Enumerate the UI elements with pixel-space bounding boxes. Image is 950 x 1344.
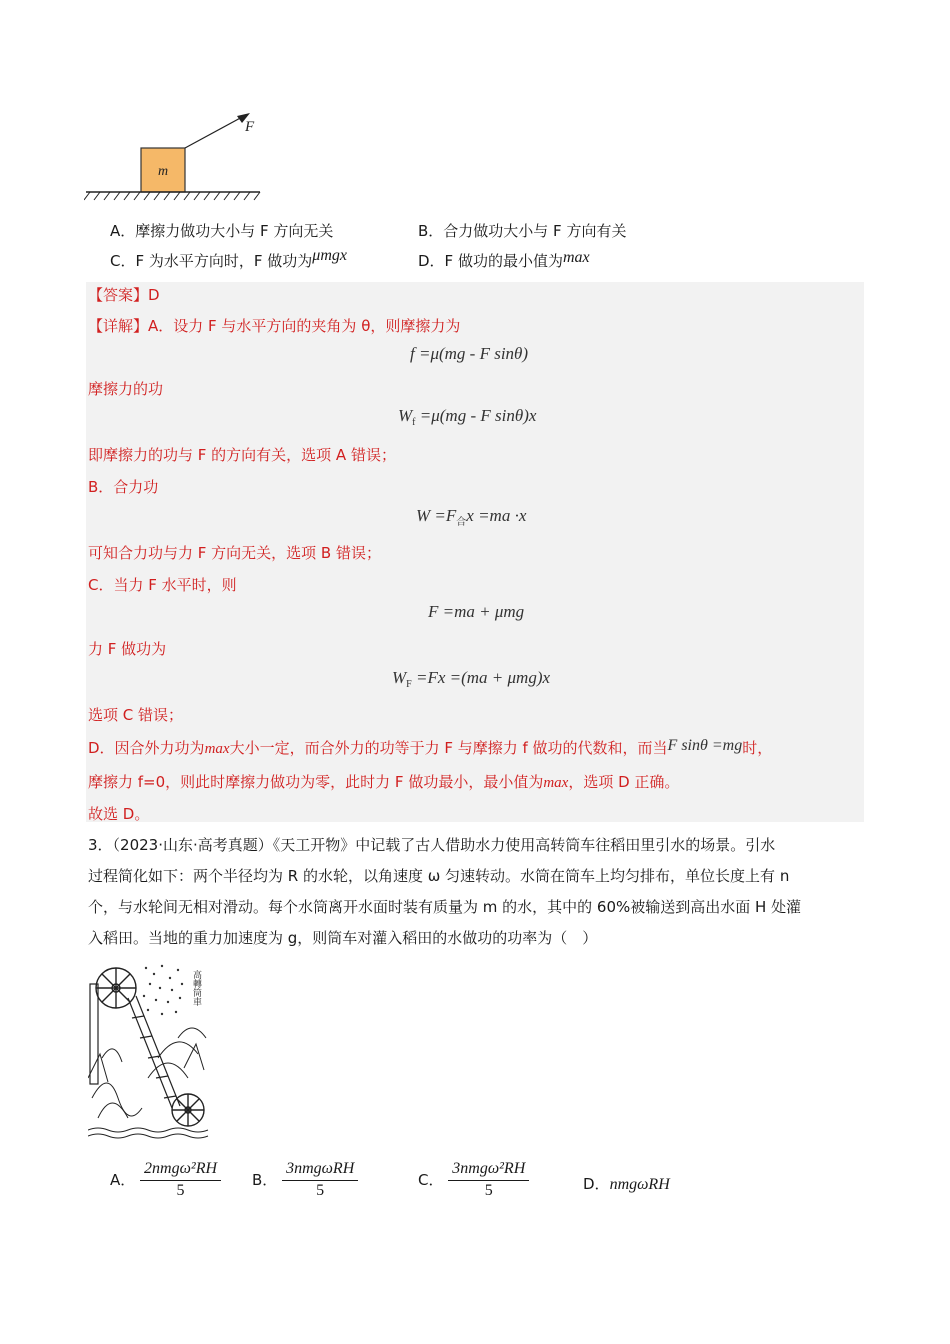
conclusion-a: 即摩擦力的功与 F 的方向有关，选项 A 错误； (88, 446, 396, 464)
lower-wheel (172, 1094, 204, 1126)
detail-a: 【详解】A．设力 F 与水平方向的夹角为 θ，则摩擦力为 (88, 317, 461, 335)
q3-option-a-fraction (140, 1158, 221, 1201)
q3-option-c-fraction (448, 1158, 529, 1201)
q2-option-b[interactable]: B．合力做功大小与 F 方向有关 (418, 222, 627, 240)
eq2-lhs: W (398, 406, 413, 425)
q2-option-d-text: D．F 做功的最小值为 (418, 252, 563, 270)
conclusion-c: 选项 C 错误； (88, 706, 184, 724)
illustration-caption: 高轉筒車 (191, 970, 201, 1006)
eq2-sub: f (412, 417, 416, 428)
d-line-1-text-c: 大小一定，而合外力的功等于力 F 与摩擦力 f 做功的代数和，而当 (229, 739, 668, 757)
equation-net-work (416, 506, 526, 528)
q3-option-b-denominator: 5 (316, 1182, 325, 1199)
block-label: m (158, 164, 169, 179)
ground-hatching (84, 192, 260, 200)
q3-option-c-numerator: 3nmgω²RH (448, 1158, 529, 1181)
equation-friction-work (398, 406, 536, 428)
d-line-2 (88, 771, 679, 792)
q2-option-c-math: μmgx (312, 247, 347, 264)
q3-option-b-numerator: 3nmgωRH (282, 1158, 358, 1181)
final-answer: 故选 D。 (88, 805, 150, 823)
conclusion-b: 可知合力功与力 F 方向无关，选项 B 错误； (88, 544, 381, 562)
q3-option-a-label: A． (110, 1171, 136, 1189)
q3-option-b-fraction (282, 1158, 358, 1201)
eq2-rhs: =μ(mg - F sinθ)x (415, 406, 537, 425)
equation-force: F =ma + μmg (428, 602, 525, 621)
q2-option-c[interactable] (110, 247, 347, 271)
q3-option-d-label: D． (583, 1175, 610, 1193)
d-line-1 (88, 737, 772, 758)
block-force-diagram (84, 108, 274, 208)
eq5-sub: F (406, 679, 412, 690)
d-line-1-math: F sinθ =mg (667, 737, 743, 754)
force-arrow-line (185, 116, 244, 148)
c-title: C．当力 F 水平时，则 (88, 576, 237, 594)
water-wheel-illustration (88, 958, 210, 1140)
q3-option-d[interactable] (583, 1173, 670, 1194)
equation-friction: f =μ(mg - F sinθ) (410, 344, 529, 363)
eq3-rhs: x =ma ·x (466, 506, 527, 525)
force-work-label: 力 F 做功为 (88, 640, 167, 658)
q2-option-a[interactable]: A．摩擦力做功大小与 F 方向无关 (110, 222, 334, 240)
d-line-1-max: max (204, 741, 230, 757)
d-line-2-max: max (543, 775, 569, 791)
d-line-2-text-c: ，选项 D 正确。 (568, 773, 680, 791)
equation-force-work (392, 668, 550, 690)
friction-work-label: 摩擦力的功 (88, 380, 164, 398)
question-3-text (88, 830, 868, 954)
q3-line-4: 入稻田。当地的重力加速度为 g，则筒车对灌入稻田的水做功的功率为（ ） (88, 929, 598, 947)
q3-option-a-denominator: 5 (176, 1182, 185, 1199)
eq5-rhs: =Fx =(ma + μmg)x (411, 668, 551, 687)
force-label: F (245, 119, 255, 135)
d-line-2-text-a: 摩擦力 f=0，则此时摩擦力做功为零，此时力 F 做功最小，最小值为 (88, 773, 544, 791)
q2-option-d-math: max (562, 249, 590, 266)
q2-option-d[interactable] (418, 250, 590, 271)
q3-option-c-label: C． (418, 1171, 444, 1189)
d-line-1-text-d: 时， (742, 739, 773, 757)
q3-option-c[interactable] (418, 1158, 529, 1201)
q3-option-b-label: B． (252, 1171, 278, 1189)
q3-line-2: 过程简化如下：两个半径均为 R 的水轮，以角速度 ω 匀速转动。水筒在筒车上均匀排布，单位长度上有 n (88, 867, 790, 885)
answer-label: 【答案】D (88, 286, 160, 304)
d-line-1-text-a: D．因合外力功为 (88, 739, 205, 757)
eq5-lhs: W (392, 668, 407, 687)
q3-option-b[interactable] (252, 1158, 358, 1201)
q3-option-c-denominator: 5 (484, 1182, 493, 1199)
eq3-sub: 合 (456, 517, 467, 528)
q3-option-a-numerator: 2nmgω²RH (140, 1158, 221, 1181)
q3-option-d-value: nmgωRH (609, 1176, 670, 1193)
q2-option-c-text: C．F 为水平方向时，F 做功为 (110, 252, 313, 270)
q3-line-3: 个，与水轮间无相对滑动。每个水筒离开水面时装有质量为 m 的水，其中的 60%被输送到高出水面 H 处灌 (88, 898, 802, 916)
q3-option-a[interactable] (110, 1158, 221, 1201)
q3-line-1: 3．（2023·山东·高考真题）《天工开物》中记载了古人借助水力使用高转筒车往稻田里引水的场景。引水 (88, 836, 776, 854)
b-title: B．合力功 (88, 478, 159, 496)
eq3-lhs: W =F (416, 506, 457, 525)
